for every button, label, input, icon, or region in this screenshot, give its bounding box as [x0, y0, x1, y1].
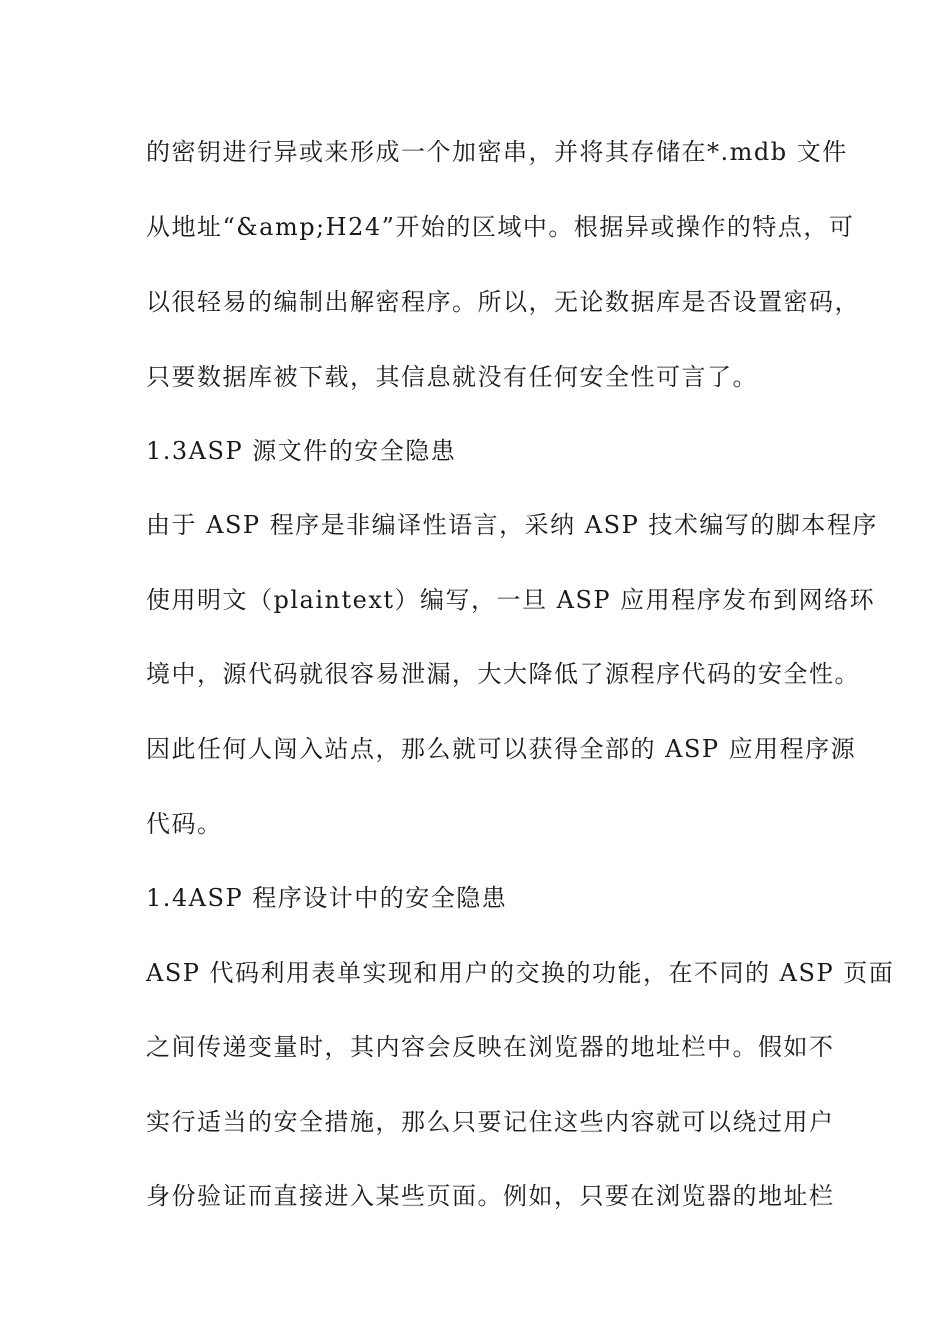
section-heading: 1.4ASP 程序设计中的安全隐患 — [146, 884, 508, 912]
body-text-line: 使用明文（plaintext）编写，一旦 ASP 应用程序发布到网络环 — [146, 586, 876, 614]
body-text-line: 境中，源代码就很容易泄漏，大大降低了源程序代码的安全性。 — [146, 660, 860, 688]
body-text-line: 代码。 — [146, 810, 223, 838]
body-text-line: ASP 代码利用表单实现和用户的交换的功能，在不同的 ASP 页面 — [146, 959, 895, 987]
body-text-line: 的密钥进行异或来形成一个加密串，并将其存储在*.mdb 文件 — [146, 138, 848, 166]
body-text-line: 身份验证而直接进入某些页面。例如，只要在浏览器的地址栏 — [146, 1182, 835, 1210]
body-text-line: 之间传递变量时，其内容会反映在浏览器的地址栏中。假如不 — [146, 1033, 835, 1061]
body-text-line: 以很轻易的编制出解密程序。所以，无论数据库是否设置密码， — [146, 288, 860, 316]
section-heading: 1.3ASP 源文件的安全隐患 — [146, 437, 457, 465]
body-text-line: 由于 ASP 程序是非编译性语言，采纳 ASP 技术编写的脚本程序 — [146, 511, 878, 539]
body-text-line: 只要数据库被下载，其信息就没有任何安全性可言了。 — [146, 363, 758, 391]
body-text-line: 从地址“&amp;H24”开始的区域中。根据异或操作的特点，可 — [146, 213, 855, 241]
body-text-line: 实行适当的安全措施，那么只要记住这些内容就可以绕过用户 — [146, 1108, 835, 1136]
body-text-line: 因此任何人闯入站点，那么就可以获得全部的 ASP 应用程序源 — [146, 735, 857, 763]
